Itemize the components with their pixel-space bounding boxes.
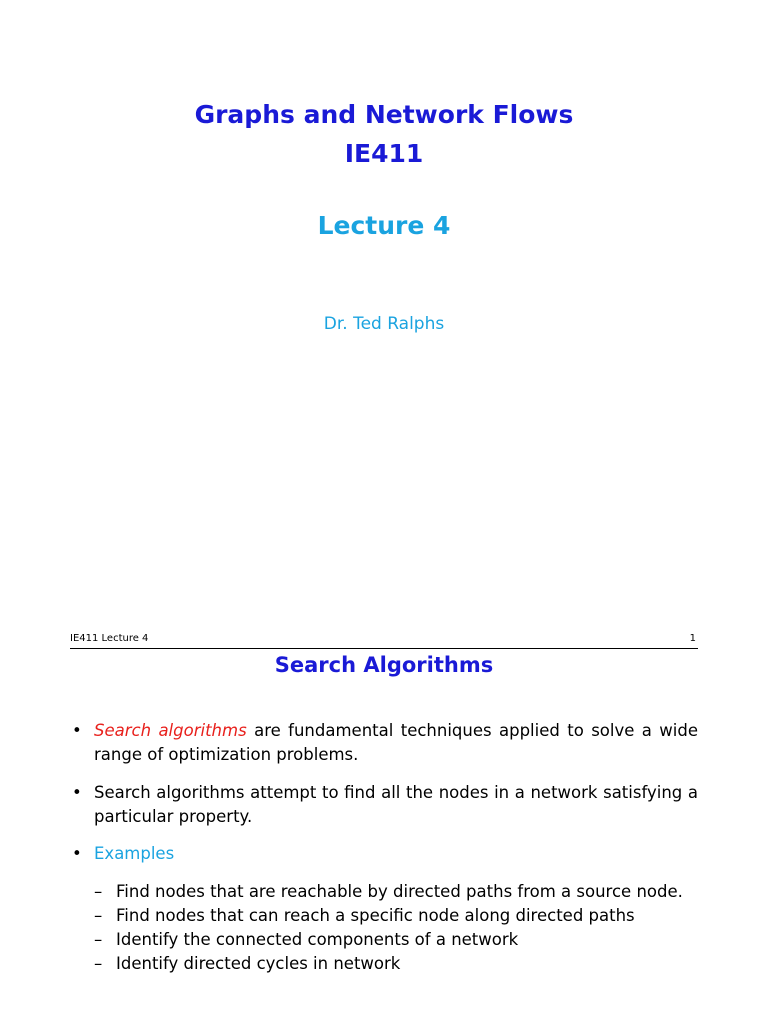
bullet-marker: • [72, 783, 82, 802]
presentation-title: Graphs and Network Flows [194, 100, 574, 129]
example-text: Identify directed cycles in network [116, 954, 401, 973]
bullet-text-rest: are fundamental techniques applied to solve a wide range of optimization problems. [94, 721, 699, 764]
example-text: Identify the connected components of a network [116, 930, 519, 949]
example-item [94, 928, 698, 952]
emphasis-term: Search algorithms [94, 721, 247, 740]
dash-marker: – [94, 954, 103, 973]
footer-divider [70, 648, 698, 649]
bullet-item [72, 842, 698, 866]
course-code: IE411 [344, 139, 424, 168]
lecture-number: Lecture 4 [317, 211, 451, 240]
example-text: Find nodes that can reach a specific node along directed paths [116, 906, 635, 925]
section-title: Search Algorithms [274, 653, 494, 677]
example-text: Find nodes that are reachable by directed paths from a source node. [116, 882, 683, 901]
bullet-marker: • [72, 721, 82, 740]
bullet-text [94, 719, 698, 767]
bullet-marker: • [72, 844, 82, 863]
slide-footer-left: IE411 Lecture 4 [70, 633, 149, 644]
example-item [94, 880, 698, 904]
dash-marker: – [94, 882, 103, 901]
examples-label: Examples [94, 844, 175, 863]
bullet-text: Search algorithms attempt to find all the nodes in a network satisfying a particular property. [94, 783, 698, 826]
example-item [94, 952, 698, 976]
author-name: Dr. Ted Ralphs [323, 314, 445, 334]
example-item [94, 904, 698, 928]
dash-marker: – [94, 906, 103, 925]
dash-marker: – [94, 930, 103, 949]
bullet-item [72, 781, 698, 829]
bullet-item [72, 719, 698, 767]
page-number: 1 [689, 633, 696, 644]
